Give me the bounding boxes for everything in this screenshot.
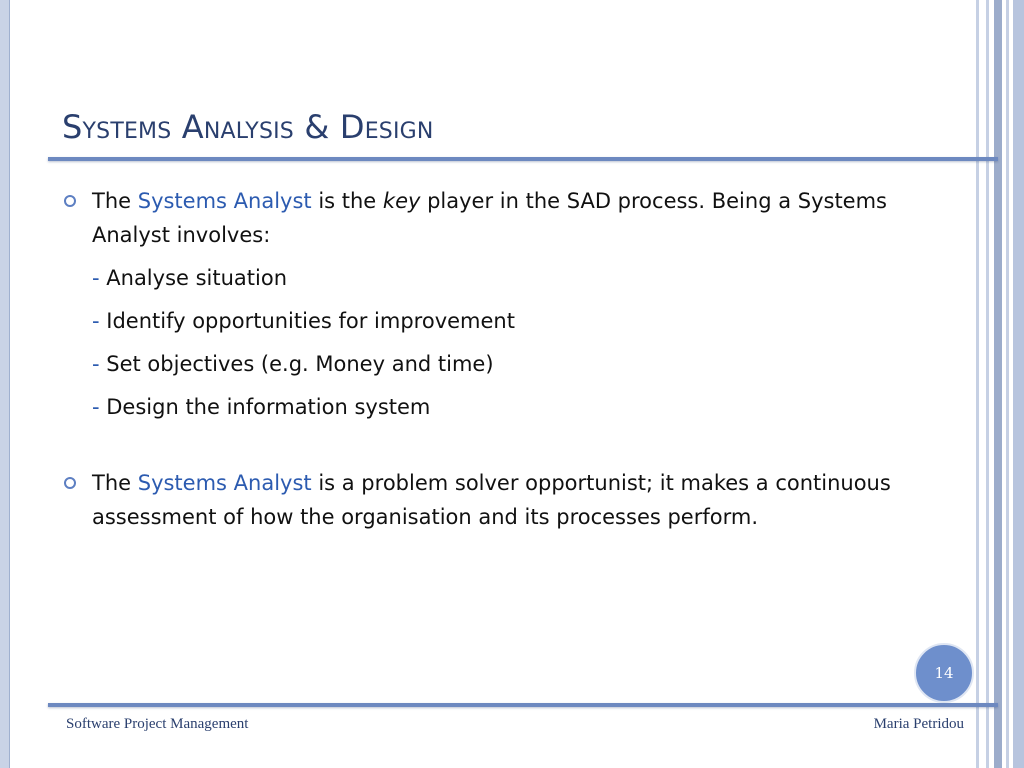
bullet-circle-icon xyxy=(64,195,76,207)
sub-item-text: Analyse situation xyxy=(106,266,288,290)
bullet-text: player in the SAD process. Being a Systems Analyst involves: xyxy=(92,189,887,247)
dash-marker: - xyxy=(92,395,107,419)
sub-item xyxy=(92,347,900,381)
bullet-text: is a problem solver opportunist; it makes a continuous assessment of how the organisation and its processes perform. xyxy=(92,471,891,529)
sub-item xyxy=(92,304,900,338)
slide-title: Systems Analysis & Design xyxy=(62,108,434,146)
highlight-term: Systems Analyst xyxy=(137,189,312,213)
footer-divider xyxy=(48,703,998,707)
page-number-badge: 14 xyxy=(914,643,974,703)
sub-item xyxy=(92,390,900,424)
right-stripe-decoration xyxy=(976,0,1024,768)
footer-author: Maria Petridou xyxy=(873,716,964,732)
bullet-item xyxy=(60,184,900,424)
sub-item-text: Identify opportunities for improvement xyxy=(106,309,515,333)
sub-item-text: Set objectives (e.g. Money and time) xyxy=(106,352,494,376)
footer-course-title: Software Project Management xyxy=(66,716,249,732)
bullet-text: is the xyxy=(311,189,383,213)
dash-marker: - xyxy=(92,266,107,290)
bullet-text: The xyxy=(92,471,138,495)
sub-item-text: Design the information system xyxy=(106,395,431,419)
dash-marker: - xyxy=(92,352,107,376)
slide-content xyxy=(60,184,900,534)
emphasis-text: key xyxy=(382,189,421,213)
sub-item xyxy=(92,261,900,295)
bullet-item xyxy=(60,466,900,534)
bullet-circle-icon xyxy=(64,477,76,489)
left-border-decoration xyxy=(0,0,10,768)
title-divider xyxy=(48,157,998,161)
dash-marker: - xyxy=(92,309,107,333)
bullet-text: The xyxy=(92,189,138,213)
highlight-term: Systems Analyst xyxy=(137,471,312,495)
